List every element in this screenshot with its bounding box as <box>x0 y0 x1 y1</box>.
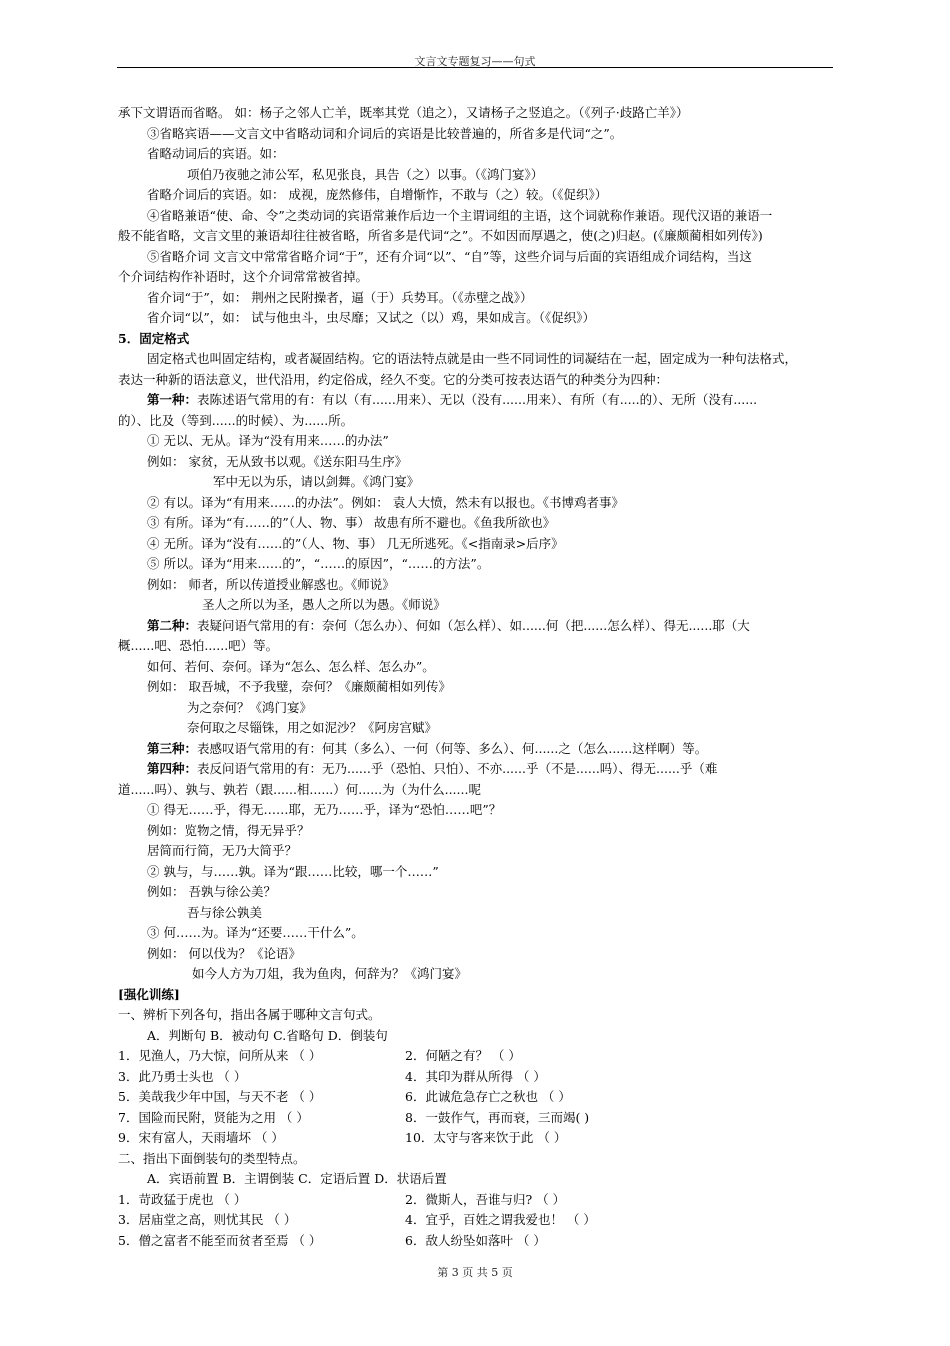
exercise-item: 4．宜乎，百姓之谓我爱也！ （ ） <box>405 1212 596 1227</box>
text-line <box>118 330 189 348</box>
line-text: 圣人之所以为圣，愚人之所以为愚。《师说》 <box>202 597 446 612</box>
text-line <box>147 822 310 840</box>
line-text: 如何、若何、奈何。译为“怎么、怎么样、怎么办”。 <box>147 659 435 674</box>
line-text: 吾与徐公孰美 <box>187 905 263 920</box>
text-line <box>147 801 501 819</box>
line-text: 奈何取之尽锱铢，用之如泥沙？《阿房宫赋》 <box>187 720 438 735</box>
text-line <box>118 268 368 286</box>
line-text: 为之奈何？《鸿门宴》 <box>187 700 313 715</box>
line-text: ⑤省略介词 文言文中常常省略介词“于”，还有介词“以”、“自”等，这些介词与后面的宾语组成介词结构，当这 <box>147 249 752 264</box>
text-line <box>147 678 451 696</box>
line-text: 一、辨析下列各句，指出各属于哪种文言句式。 <box>118 1007 381 1022</box>
line-text: ② 有以。译为“有用来……的办法”。例如： 袁人大愤，然未有以报也。《书博鸡者事》 <box>147 495 624 510</box>
text-line <box>118 371 668 389</box>
line-text: 省介词“以”，如： 试与他虫斗，虫尽靡；又试之（以）鸡，果如成言。（《促织》） <box>147 310 596 325</box>
line-text: 例如： 家贫，无从致书以观。《送东阳马生序》 <box>147 454 408 469</box>
line-text: 表达一种新的语法意义，世代沿用，约定俗成，经久不变。它的分类可按表达语气的种类分为四种： <box>118 372 669 387</box>
line-text: ① 得无……乎，得无……耶，无乃……乎，译为“恐怕……吧”？ <box>147 802 502 817</box>
text-line <box>147 207 772 225</box>
text-line <box>147 576 395 594</box>
line-text: 省略介词后的宾语。如： 成视，庞然修伟，自增惭怍，不敢与（之）较。（《促织》） <box>147 187 608 202</box>
text-line <box>187 904 262 922</box>
line-text: 例如： 取吾城，不予我璧，奈何？《廉颇蔺相如列传》 <box>147 679 451 694</box>
text-line <box>147 617 750 635</box>
answer-options: A．宾语前置 B．主谓倒装 C．定语后置 D．状语后置 <box>147 1171 447 1186</box>
line-text: ③ 何……为。译为“还要……干什么”。 <box>147 925 364 940</box>
text-line <box>187 719 437 737</box>
line-text: ① 无以、无从。译为“没有用来……的办法” <box>147 433 389 448</box>
exercise-item: 2．何陋之有？ （ ） <box>405 1048 521 1063</box>
page-header: 文言文专题复习——句式 <box>414 55 536 68</box>
text-line <box>147 863 439 881</box>
exercise-item: 6．敌人纷坠如落叶 （ ） <box>405 1233 546 1248</box>
exercise-item: 2．微斯人，吾谁与归? （ ） <box>405 1192 566 1207</box>
text-line <box>147 145 285 163</box>
text-line <box>147 186 607 204</box>
line-text: 表感叹语气常用的有：何其（多么）、一何（何等、多么）、何......之（怎么......这样啊）等。 <box>197 741 708 756</box>
text-line <box>147 1027 388 1045</box>
line-text: 5．固定格式 <box>118 331 190 346</box>
line-text: A．判断句 B．被动句 C.省略句 D．倒装句 <box>147 1028 388 1043</box>
exercise-item: 5．美哉我少年中国，与天不老 （ ） <box>118 1089 322 1104</box>
line-text: 省略动词后的宾语。如： <box>147 146 285 161</box>
exercise-item: 9．宋有富人，天雨墙坏 （ ） <box>118 1130 284 1145</box>
line-text: 的）、比及（等到......的时候）、为......所。 <box>118 413 354 428</box>
line-text: 道......吗）、孰与、孰若（跟......相......）何......为（为什么......呢 <box>118 782 481 797</box>
text-line <box>147 842 297 860</box>
text-line <box>147 945 301 963</box>
text-line <box>118 986 180 1004</box>
line-text: 表反问语气常用的有：无乃......乎（恐怕、只怕）、不亦......乎（不是......吗）、得无......乎（难 <box>197 761 718 776</box>
text-line <box>147 535 564 553</box>
line-text: 项伯乃夜驰之沛公军，私见张良，具告（之）以事。（《鸿门宴》） <box>187 167 544 182</box>
text-line <box>147 924 364 942</box>
text-line <box>118 412 353 430</box>
type-label: 第一种： <box>147 392 198 407</box>
section-title: 二、指出下面倒装句的类型特点。 <box>118 1151 306 1166</box>
line-text: 例如： 何以伐为？《论语》 <box>147 946 301 961</box>
text-line <box>147 289 533 307</box>
text-line <box>147 555 489 573</box>
exercise-item: 10．太守与客来饮于此 （ ） <box>405 1130 567 1145</box>
type-label: 第三种： <box>147 741 198 756</box>
text-line <box>147 740 707 758</box>
header-rule <box>117 67 833 68</box>
line-text: ⑤ 所以。译为“用来……的”，“……的原因”，“……的方法”。 <box>147 556 490 571</box>
exercise-item: 6．此诚危急存亡之秋也 （ ） <box>405 1089 571 1104</box>
line-text: [强化训练] <box>118 987 180 1002</box>
line-text: ④ 无所。译为“没有……的”（人、物、事） 几无所逃死。《<指南录>后序》 <box>147 536 564 551</box>
text-line <box>147 125 622 143</box>
line-text: 固定格式也叫固定结构，或者凝固结构。它的语法特点就是由一些不同词性的词凝结在一起，固定成为一种句法格式， <box>147 351 798 366</box>
line-text: 个介词结构作补语时，这个介词常常被省掉。 <box>118 269 369 284</box>
line-text: ③省略宾语——文言文中省略动词和介词后的宾语是比较普遍的，所省多是代词“之”。 <box>147 126 623 141</box>
line-text: ② 孰与，与……孰。译为“跟……比较，哪一个……” <box>147 864 439 879</box>
type-label: 第四种： <box>147 761 198 776</box>
line-text: 例如： 师者，所以传道授业解惑也。《师说》 <box>147 577 395 592</box>
text-line <box>147 883 276 901</box>
line-text: 例如：览物之情，得无异乎？ <box>147 823 310 838</box>
line-text: 表疑问语气常用的有：奈何（怎么办）、何如（怎么样）、如......何（把......怎么样）、得无......耶（大 <box>197 618 750 633</box>
text-line <box>118 104 688 122</box>
exercise-item: 1．见渔人，乃大惊，问所从来 （ ） <box>118 1048 322 1063</box>
exercise-item: 8．一鼓作气，再而衰，三而竭( ) <box>405 1110 590 1125</box>
exercise-item: 5．僧之富者不能至而贫者至焉 （ ） <box>118 1233 322 1248</box>
text-line <box>118 227 763 245</box>
text-line <box>147 494 624 512</box>
text-line <box>147 658 435 676</box>
text-line <box>147 391 757 409</box>
text-line <box>147 350 797 368</box>
line-text: 例如： 吾孰与徐公美？ <box>147 884 276 899</box>
text-line <box>147 514 555 532</box>
line-text: ④省略兼语“使、命、令”之类动词的宾语常兼作后边一个主谓词组的主语，这个词就称作兼语。现代汉语的兼语一 <box>147 208 773 223</box>
text-line <box>187 166 543 184</box>
exercise-item: 1．苛政猛于虎也 （ ） <box>118 1192 247 1207</box>
page-footer: 第 3 页 共 5 页 <box>437 1266 513 1279</box>
exercise-item: 4．其印为群从所得 （ ） <box>405 1069 546 1084</box>
line-text: ③ 有所。译为“有……的”（人、物、事） 故患有所不避也。《鱼我所欲也》 <box>147 515 556 530</box>
exercise-item: 3．此乃勇士头也 （ ） <box>118 1069 247 1084</box>
text-line <box>213 473 419 491</box>
line-text: 居简而行简，无乃大简乎？ <box>147 843 298 858</box>
line-text: 如今人方为刀俎，我为鱼肉，何辞为？《鸿门宴》 <box>192 966 468 981</box>
line-text: 承下文谓语而省略。 如：杨子之邻人亡羊，既率其党（追之），又请杨子之竖追之。（《列子·歧路亡羊》） <box>118 105 689 120</box>
text-line <box>118 1006 381 1024</box>
text-line <box>147 309 595 327</box>
line-text: 省介词“于”，如： 荆州之民附操者，逼（于）兵势耳。（《赤壁之战》） <box>147 290 533 305</box>
text-line <box>118 637 278 655</box>
line-text: 般不能省略，文言文里的兼语却往往被省略，所省多是代词“之”。不如因而厚遇之，使(之)归赵。(《廉颇蔺相如列传》) <box>118 228 763 243</box>
text-line <box>118 781 481 799</box>
text-line <box>147 432 389 450</box>
exercise-item: 3．居庙堂之高，则忧其民 （ ） <box>118 1212 297 1227</box>
line-text: 军中无以为乐，请以剑舞。《鸿门宴》 <box>213 474 420 489</box>
text-line <box>187 699 312 717</box>
line-text: 表陈述语气常用的有：有以（有......用来）、无以（没有......用来）、有所（有.....的）、无所（没有...... <box>197 392 758 407</box>
text-line <box>147 453 407 471</box>
type-label: 第二种： <box>147 618 198 633</box>
exercise-item: 7．国险而民附，贤能为之用 （ ） <box>118 1110 309 1125</box>
text-line <box>147 248 752 266</box>
text-line <box>147 760 717 778</box>
line-text: 概......吧、恐怕......吧）等。 <box>118 638 279 653</box>
text-line <box>202 596 446 614</box>
text-line <box>192 965 467 983</box>
